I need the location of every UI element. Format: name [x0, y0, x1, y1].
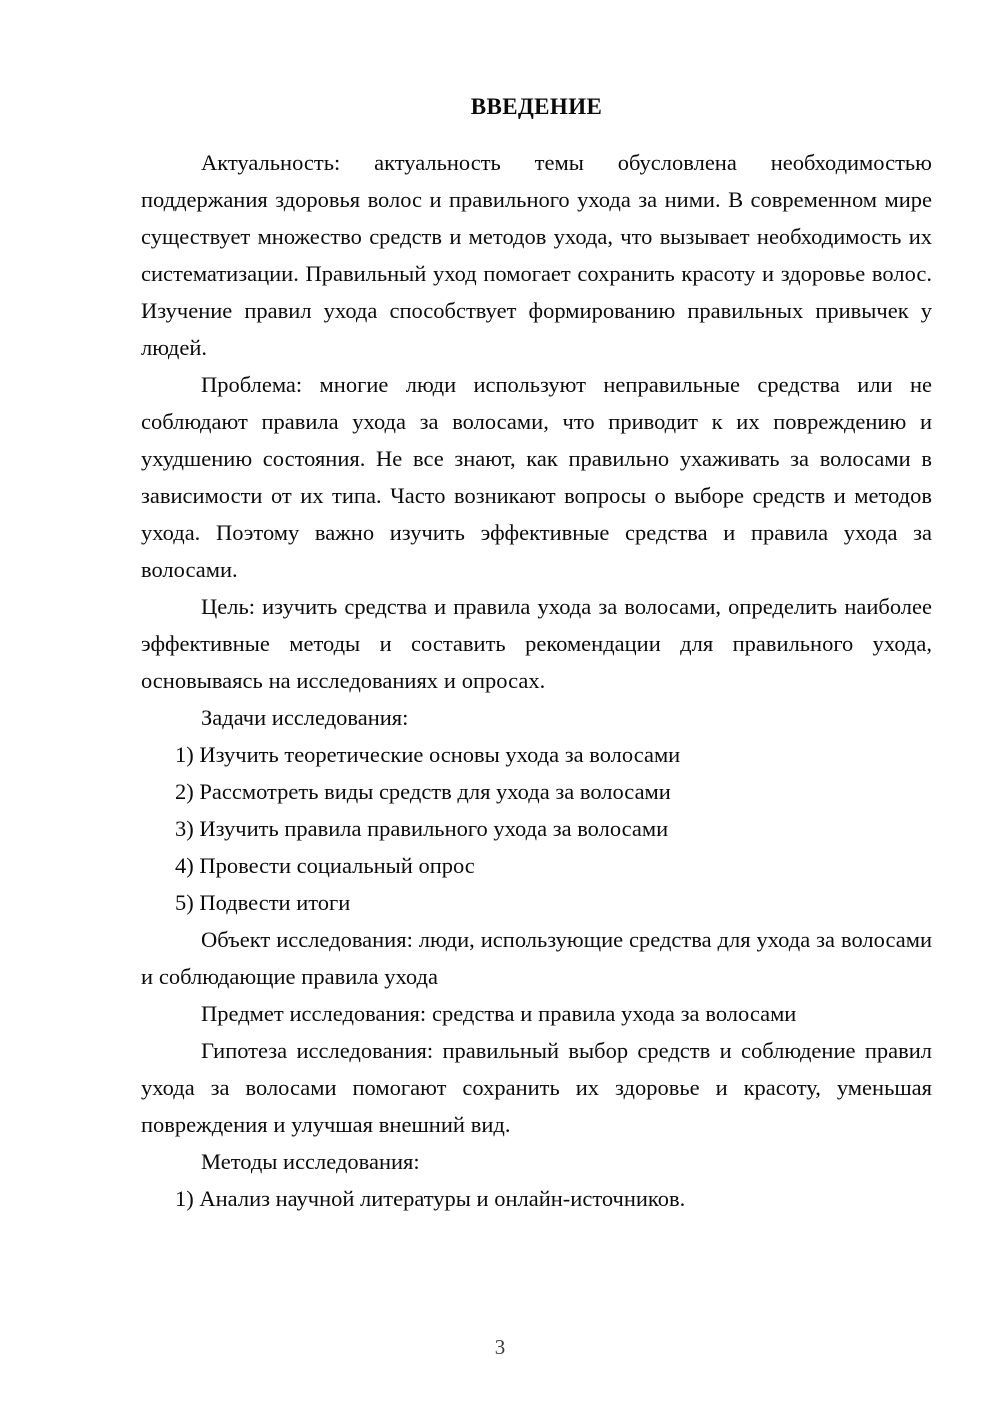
list-item: 5) Подвести итоги: [175, 890, 351, 915]
paragraph-hypothesis: Гипотеза исследования: правильный выбор средств и соблюдение правил ухода за волосами помогают сохранить их здоровье и красоту, уменьшая повреждения и улучшая внешний вид.: [141, 1038, 932, 1137]
paragraph-subject: Предмет исследования: средства и правила ухода за волосами: [201, 1001, 797, 1026]
paragraph-relevance: Актуальность: актуальность темы обусловлена необходимостью поддержания здоровья волос и правильного ухода за ними. В современном мире существует множество средств и методов ухода, что вызывает необходимость их систематизации. Правильный уход помогает сохранить красоту и здоровье волос. Изучение правил ухода способствует формированию правильных привычек у людей.: [141, 150, 932, 360]
paragraph-object: Объект исследования: люди, использующие средства для ухода за волосами и соблюдающие правила ухода: [141, 927, 932, 989]
tasks-heading: Задачи исследования:: [201, 705, 409, 730]
list-item: 1) Изучить теоретические основы ухода за волосами: [175, 742, 681, 767]
list-item: 1) Анализ научной литературы и онлайн-источников.: [175, 1186, 686, 1211]
list-item: 4) Провести социальный опрос: [175, 853, 475, 878]
page-number: 3: [494, 1335, 506, 1359]
list-item: 2) Рассмотреть виды средств для ухода за волосами: [175, 779, 671, 804]
document-body: [141, 92, 932, 1217]
paragraph-goal: Цель: изучить средства и правила ухода за волосами, определить наиболее эффективные методы и составить рекомендации для правильного ухода, основываясь на исследованиях и опросах.: [141, 594, 932, 693]
page-title: ВВЕДЕНИЕ: [470, 94, 603, 119]
paragraph-problem: Проблема: многие люди используют неправильные средства или не соблюдают правила ухода за волосами, что приводит к их повреждению и ухудшению состояния. Не все знают, как правильно ухаживать за волосами в зависимости от их типа. Часто возникают вопросы о выборе средств и методов ухода. Поэтому важно изучить эффективные средства и правила ухода за волосами.: [141, 372, 932, 582]
methods-heading: Методы исследования:: [201, 1149, 420, 1174]
list-item: 3) Изучить правила правильного ухода за волосами: [175, 816, 669, 841]
